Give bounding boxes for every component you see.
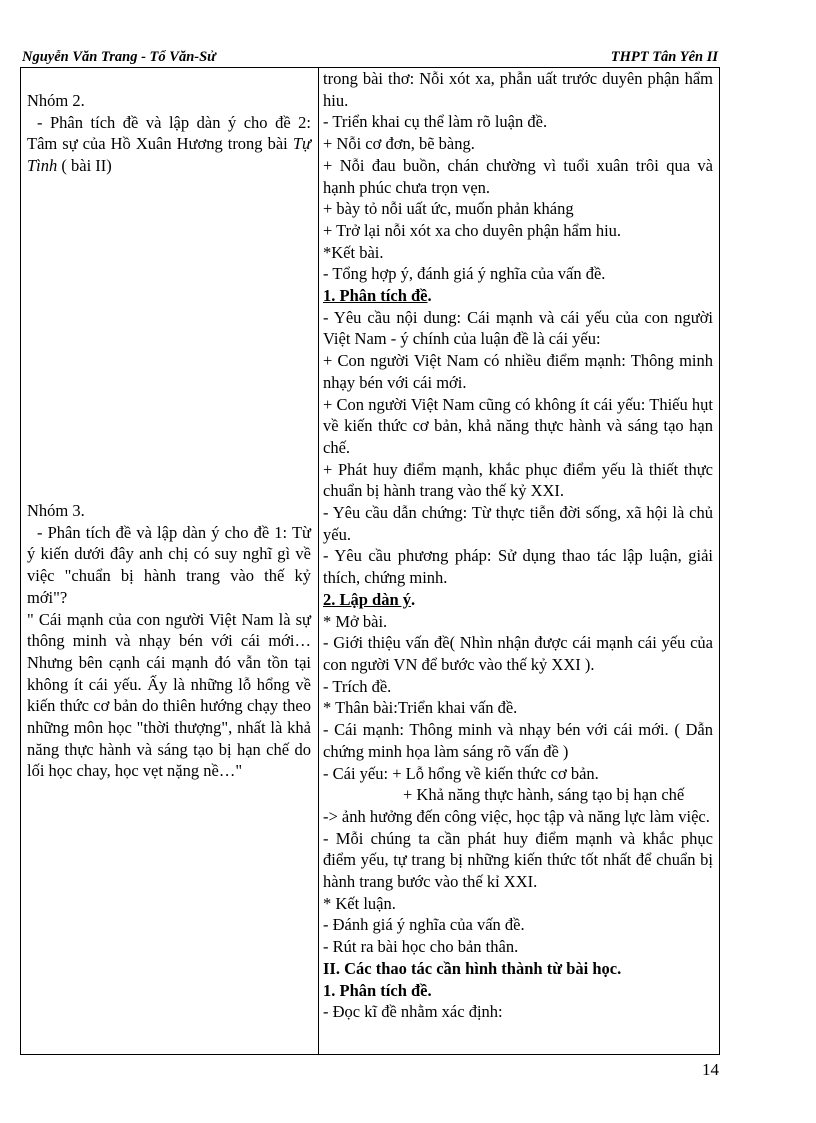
- column-divider: [318, 68, 319, 1054]
- outline-line: * Thân bài:Triển khai vấn đề.: [323, 698, 518, 718]
- outline-line: - Đánh giá ý nghĩa của vấn đề.: [323, 915, 525, 935]
- outline-line: + Con người Việt Nam cũng có không ít cái yếu: Thiếu hụt về kiến thức cơ bản, khả năng thực hành và sáng tạo hạn chế.: [323, 394, 713, 457]
- outline-line: - Trích đề.: [323, 676, 392, 696]
- outline-line: + bày tỏ nỗi uất ức, muốn phản kháng: [323, 199, 574, 219]
- lesson-table: [20, 68, 720, 1055]
- header-school: THPT Tân Yên II: [610, 49, 718, 65]
- outline-line: - Tổng hợp ý, đánh giá ý nghĩa của vấn đề.: [323, 264, 606, 284]
- group-3-block: [27, 500, 311, 782]
- outline-line: - Đọc kĩ đề nhằm xác định:: [323, 1002, 503, 1022]
- outline-line: - Yêu cầu nội dung: Cái mạnh và cái yếu của con người Việt Nam - ý chính của luận đề là cái yếu:: [323, 307, 713, 349]
- outline-line: -> ảnh hưởng đến công việc, học tập và năng lực làm việc.: [323, 806, 710, 826]
- outline-line: - Giới thiệu vấn đề( Nhìn nhận được cái mạnh cái yếu của con người VN để bước vào thế kỷ XXI ).: [323, 633, 713, 674]
- outline-line: 2. Lập dàn ý.: [323, 589, 416, 609]
- outline-line: - Mỗi chúng ta cần phát huy điểm mạnh và khắc phục điểm yếu, tự trang bị những kiến thức tốt nhất để chuẩn bị hành trang bước vào thế kỉ XXI.: [323, 828, 713, 892]
- outline-line: - Yêu cầu phương pháp: Sử dụng thao tác lập luận, giải thích, chứng minh.: [323, 546, 713, 588]
- page-header: [20, 49, 720, 67]
- outline-line: II. Các thao tác cần hình thành từ bài học.: [323, 958, 622, 978]
- group-2-task: - Phân tích đề và lập dàn ý cho đề 2: Tâm sự của Hồ Xuân Hương trong bài Tự Tình ( bài II): [27, 112, 311, 176]
- outline-line: - Triển khai cụ thể làm rõ luận đề.: [323, 112, 548, 132]
- outline-line: + Trở lại nỗi xót xa cho duyên phận hẩm hiu.: [323, 220, 622, 240]
- outline-line: *Kết bài.: [323, 242, 384, 262]
- outline-line: + Phát huy điểm mạnh, khắc phục điểm yếu là thiết thực chuẩn bị hành trang vào thế kỷ XXI.: [323, 459, 713, 501]
- group-3-title: Nhóm 3.: [27, 501, 85, 520]
- header-author: Nguyễn Văn Trang - Tổ Văn-Sử: [22, 49, 216, 65]
- outline-line: - Cái mạnh: Thông minh và nhạy bén với cái mới. ( Dẫn chứng minh họa làm sáng rõ vấn đề ): [323, 720, 713, 761]
- group-3-quote: " Cái mạnh của con người Việt Nam là sự thông minh và nhạy bén với cái mới…Nhưng bên cạnh cái mạnh đó vẫn tồn tại không ít cái yếu. Ấy là những lỗ hổng về kiến thức cơ bản do thiên hướng chạy theo những môn học "thời thượng", nhất là khả năng thực hành và sáng tạo bị hạn chế do lối học chay, học vẹt nặng nề…": [27, 609, 311, 781]
- group-2-title: Nhóm 2.: [27, 91, 85, 110]
- group-2-block: [27, 90, 311, 177]
- right-column: [323, 68, 713, 1023]
- outline-line: trong bài thơ: Nỗi xót xa, phẫn uất trước duyên phận hẩm hiu.: [323, 69, 713, 110]
- page-number: 14: [702, 1060, 719, 1079]
- outline-line: + Con người Việt Nam có nhiều điểm mạnh: Thông minh nhạy bén với cái mới.: [323, 351, 713, 392]
- outline-line: + Nỗi đau buồn, chán chường vì tuổi xuân trôi qua và hạnh phúc chưa trọn vẹn.: [323, 155, 713, 197]
- outline-line: * Mở bài.: [323, 611, 388, 631]
- outline-line: + Khả năng thực hành, sáng tạo bị hạn chế: [403, 785, 685, 805]
- outline-line: 1. Phân tích đề.: [323, 286, 432, 306]
- outline-line: 1. Phân tích đề.: [323, 980, 432, 1000]
- group-3-task: - Phân tích đề và lập dàn ý cho đề 1: Từ ý kiến dưới đây anh chị có suy nghĩ gì về việc "chuẩn bị hành trang vào thế kỷ mới"?: [27, 522, 311, 607]
- outline-line: * Kết luận.: [323, 893, 396, 913]
- outline-line: - Yêu cầu dẫn chứng: Từ thực tiễn đời sống, xã hội là chủ yếu.: [323, 503, 713, 544]
- outline-line: + Nỗi cơ đơn, bẽ bàng.: [323, 134, 475, 154]
- outline-line: - Rút ra bài học cho bản thân.: [323, 937, 519, 957]
- outline-line: - Cái yếu: + Lỗ hổng về kiến thức cơ bản.: [323, 763, 599, 783]
- poem-title: Tự Tình: [27, 134, 311, 176]
